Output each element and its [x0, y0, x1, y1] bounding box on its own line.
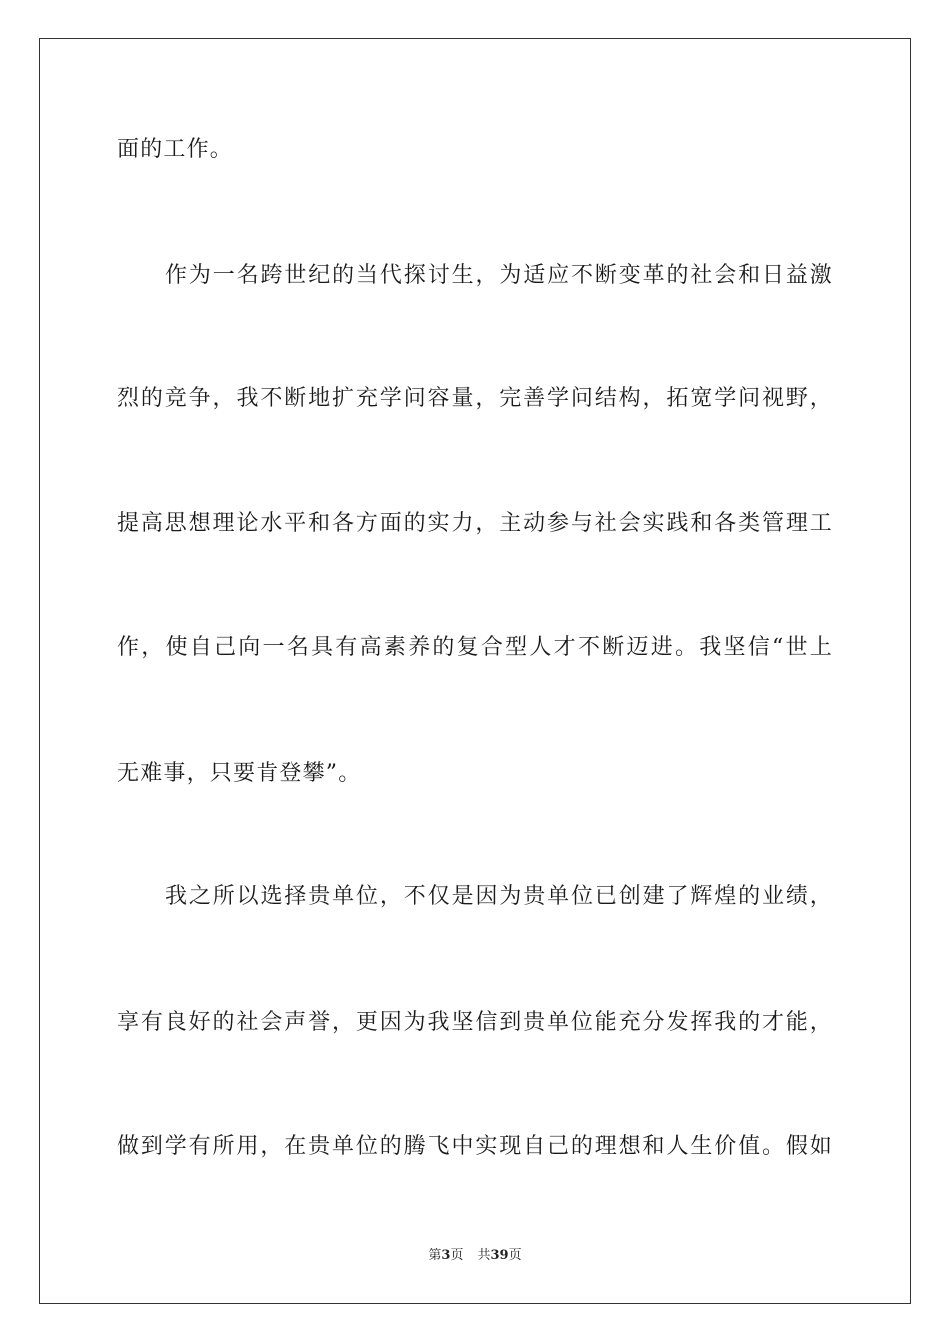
text-line: 提高思想理论水平和各方面的实力，主动参与社会实践和各类管理工: [117, 511, 833, 536]
text-line: 无难事，只要肯登攀”。: [117, 761, 362, 786]
text-line: 享有良好的社会声誉，更因为我坚信到贵单位能充分发挥我的才能，: [117, 1010, 833, 1035]
text-line: 做到学有所用，在贵单位的腾飞中实现自己的理想和人生价值。假如: [117, 1134, 833, 1159]
text-line: 烈的竞争，我不断地扩充学问容量，完善学问结构，拓宽学问视野，: [117, 386, 833, 411]
total-prefix: 共: [477, 1248, 491, 1263]
page-border: [39, 38, 911, 1304]
page-number: 3: [441, 1248, 451, 1263]
text-line: 作，使自己向一名具有高素养的复合型人才不断迈进。我坚信“世上: [117, 635, 833, 660]
total-pages: 39: [490, 1248, 509, 1263]
page-prefix: 第: [428, 1248, 442, 1263]
text-line: 作为一名跨世纪的当代探讨生，为适应不断变革的社会和日益激: [165, 263, 833, 288]
page-suffix: 页: [450, 1248, 464, 1263]
text-line: 我之所以选择贵单位，不仅是因为贵单位已创建了辉煌的业绩，: [165, 884, 833, 909]
total-suffix: 页: [508, 1248, 522, 1263]
text-line: 面的工作。: [117, 137, 234, 162]
page-footer: [0, 1247, 950, 1265]
